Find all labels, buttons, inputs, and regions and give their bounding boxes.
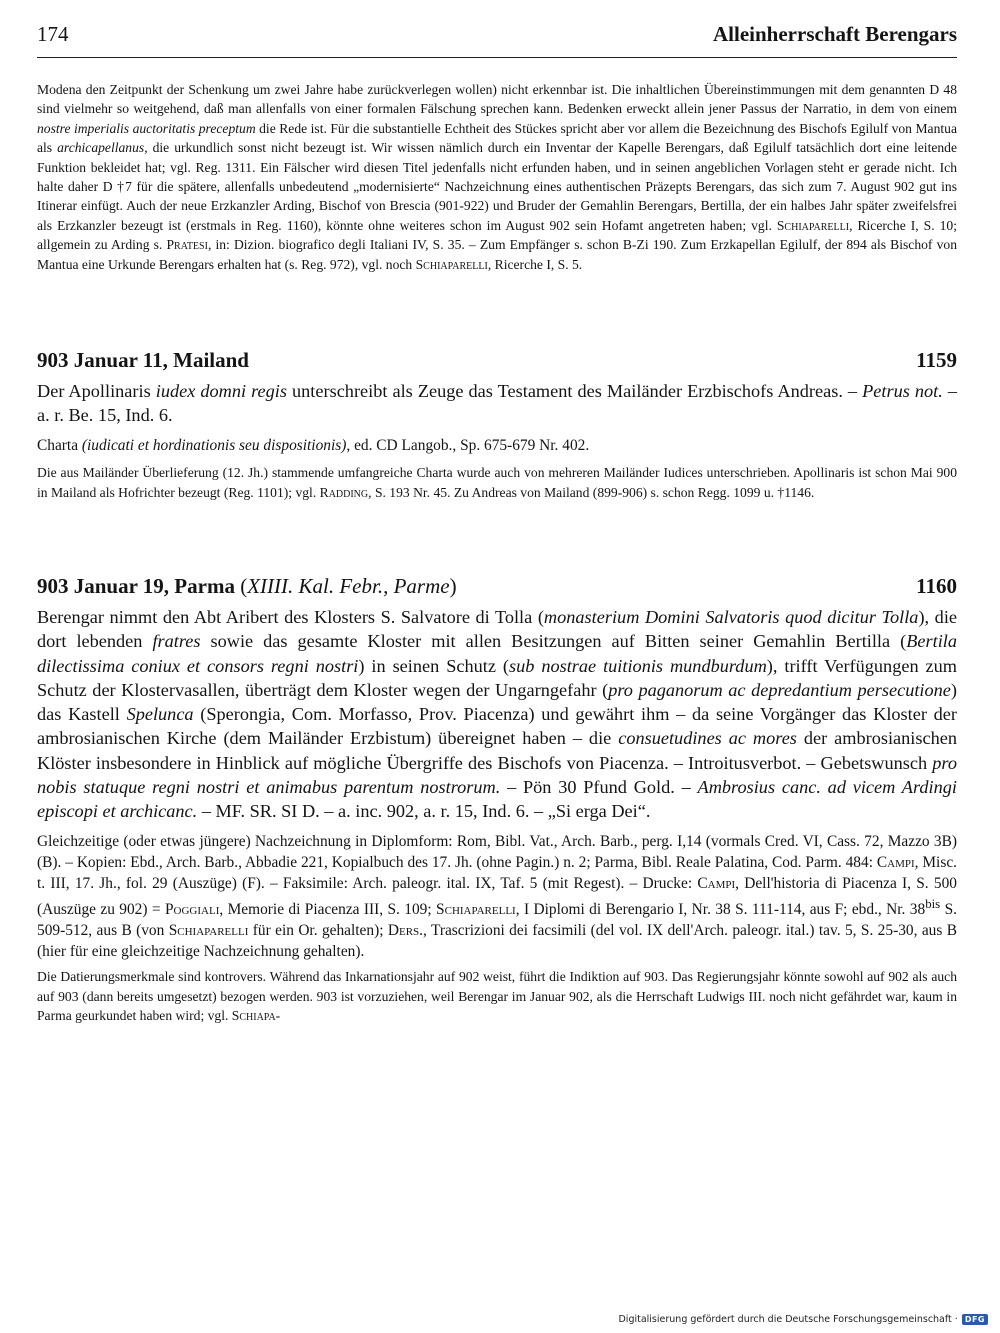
- tradition-text: Charta (iudicati et hordinationis seu dispositionis), ed. CD Langob., Sp. 675-679 Nr. 402.: [37, 437, 590, 455]
- regest-text: Berengar nimmt den Abt Aribert des Klosters S. Salvatore di Tolla (monasterium Domini Salvatoris quod dicitur Tolla), die dort lebenden fratres sowie das gesamte Kloster mit allen Besitzungen auf Bitten seiner Gemahlin Bertilla (Bertila dilectissima coniux et consors regni nostri) in seinen Schutz (sub nostrae tuitionis mundburdum), trifft Verfügungen zum Schutz der Klostervasallen, überträgt dem Kloster wegen der Ungarngefahr (pro paganorum ac depredantium persecutione) das Kastell Spelunca (Sperongia, Com. Morfasso, Prov. Piacenza) und gewährt ihm – da seine Vorgänger das Kloster der ambrosianischen Kirche (dem Mailänder Erzbistum) übereignet haben – die consuetudines ac mores der ambrosianischen Klöster insbesondere in Hinblick auf mögliche Übergriffe des Bischofs von Piacenza. – Introitusverbot. – Gebetswunsch pro nobis statuque regni nostri et animabus parentum nostrorum. – Pön 30 Pfund Gold. – Ambrosius canc. ad vicem Ardingi episcopi et archicanc. – MF. SR. SI D. – a. inc. 902, a. r. 15, Ind. 6. – „Si erga Dei“.: [37, 607, 958, 821]
- entry-date-place: 903 Januar 19, Parma (XIIII. Kal. Febr., Parme): [37, 574, 457, 599]
- entry-heading: [37, 573, 957, 599]
- entry-heading: [37, 347, 957, 373]
- tradition-text: Gleichzeitige (oder etwas jüngere) Nachzeichnung in Diplomform: Rom, Bibl. Vat., Arch. Barb., perg. I,14 (vormals Cred. VI, Cass. 72, Mazzo 3B) (B). – Kopien: Ebd., Arch. Barb., Abbadie 221, Kopialbuch des 17. Jh. (ohne Pagin.) n. 2; Parma, Bibl. Reale Palatina, Cod. Parm. 484: Campi, Misc. t. III, 17. Jh., fol. 29 (Auszüge) (F). – Faksimile: Arch. paleogr. ital. IX, Taf. 5 (mit Regest). – Drucke: Campi, Dell'historia di Piacenza I, S. 500 (Auszüge zu 902) = Poggiali, Memorie di Piacenza III, S. 109; Schiaparelli, I Diplomi di Berengario I, Nr. 38 S. 111-114, aus F; ebd., Nr. $38^{bis}$ S. 509-512, aus B (von Schiaparelli für ein Or. gehalten); Ders., Trascrizioni dei facsimili (del vol. IX dell'Arch. paleogr. ital.) tav. 5, S. 25-30, aus B (hier für eine gleichzeitige Nachzeichnung gehalten).: [37, 833, 958, 961]
- regest-text: Der Apollinaris iudex domni regis unterschreibt als Zeuge das Testament des Mailänder Erzbischofs Andreas. – Petrus not. – a. r. Be. 15, Ind. 6.: [37, 381, 957, 426]
- entry-number: 1160: [916, 574, 957, 599]
- digitization-credit: [618, 1314, 988, 1325]
- document-page: [37, 22, 957, 1025]
- commentary-text: Die Datierungsmerkmale sind kontrovers. Während das Inkarnationsjahr auf 902 weist, führt die Indiktion auf 903. Das Regierungsjahr könnte sowohl auf 902 als auch auf 903 (dann bereits umgesetzt) bezogen werden. 903 ist vorzuziehen, weil Berengar im Januar 902, als die Herrschaft Ludwigs III. noch nicht gefährdet war, kaum in Parma geurkundet haben wird; vgl. Schiapa-: [37, 969, 957, 1024]
- credit-text: Digitalisierung gefördert durch die Deutsche Forschungsgemeinschaft ·: [618, 1314, 958, 1325]
- continued-commentary-note: Modena den Zeitpunkt der Schenkung um zwei Jahre habe zurückverlegen wollen) nicht erkennbar ist. Die inhaltlichen Übereinstimmungen mit dem genannten D 48 sind vielmehr so weitgehend, daß man allenfalls von einer formalen Fälschung sprechen kann. Bedenken erweckt allein jener Passus der Narratio, in dem von einem nostre imperialis auctoritatis preceptum die Rede ist. Für die substantielle Echtheit des Stückes spricht aber vor allem die Bezeichnung des Bischofs Egilulf von Mantua als archicapellanus, die urkundlich sonst nicht bezeugt ist. Wir wissen nämlich durch ein Inventar der Kapelle Berengars, daß Egilulf tatsächlich dort eine leitende Funktion bekleidet hat; vgl. Reg. 1311. Ein Fälscher wird diesen Titel jedenfalls nicht erfunden haben, und in seinen angeblichen Vorlagen steht er gerade nicht. Ich halte daher D †7 für die spätere, allenfalls unbedeutend „modernisierte“ Nachzeichnung eines authentischen Präzepts Berengars, das sich zum 7. August 902 gut ins Itinerar einfügt. Auch der neue Erzkanzler Arding, Bischof von Brescia (901-922) und Bruder der Gemahlin Berengars, Bertilla, der ein halbes Jahr später zweifelsfrei als Erzkanzler bezeugt ist (erstmals in Reg. 1160), könnte ohne weiteres schon im August 902 sein Hofamt angetreten haben; vgl. Schiaparelli, Ricerche I, S. 10; allgemein zu Arding s. Pratesi, in: Dizion. biografico degli Italiani IV, S. 35. – Zum Empfänger s. schon B-Zi 190. Zum Erzkapellan Egilulf, der 894 als Bischof von Mantua eine Urkunde Berengars erhalten hat (s. Reg. 972), vgl. noch Schiaparelli, Ricerche I, S. 5.: [37, 82, 958, 272]
- entry-number: 1159: [916, 348, 957, 373]
- dfg-logo: DFG: [962, 1314, 988, 1325]
- header-rule: [37, 57, 957, 58]
- running-head: [37, 22, 957, 54]
- commentary-text: Die aus Mailänder Überlieferung (12. Jh.) stammende umfangreiche Charta wurde auch von mehreren Mailänder Iudices unterschrieben. Apollinaris ist schon Mai 900 in Mailand als Hofrichter bezeugt (Reg. 1101); vgl. Radding, S. 193 Nr. 45. Zu Andreas von Mailand (899-906) s. schon Regg. 1099 u. †1146.: [37, 465, 957, 500]
- running-title: Alleinherrschaft Berengars: [713, 22, 957, 46]
- page-number: 174: [37, 22, 69, 46]
- regest-entry-1159: [37, 347, 957, 502]
- regest-entry-1160: [37, 573, 957, 1025]
- entry-date-place: 903 Januar 11, Mailand: [37, 348, 249, 373]
